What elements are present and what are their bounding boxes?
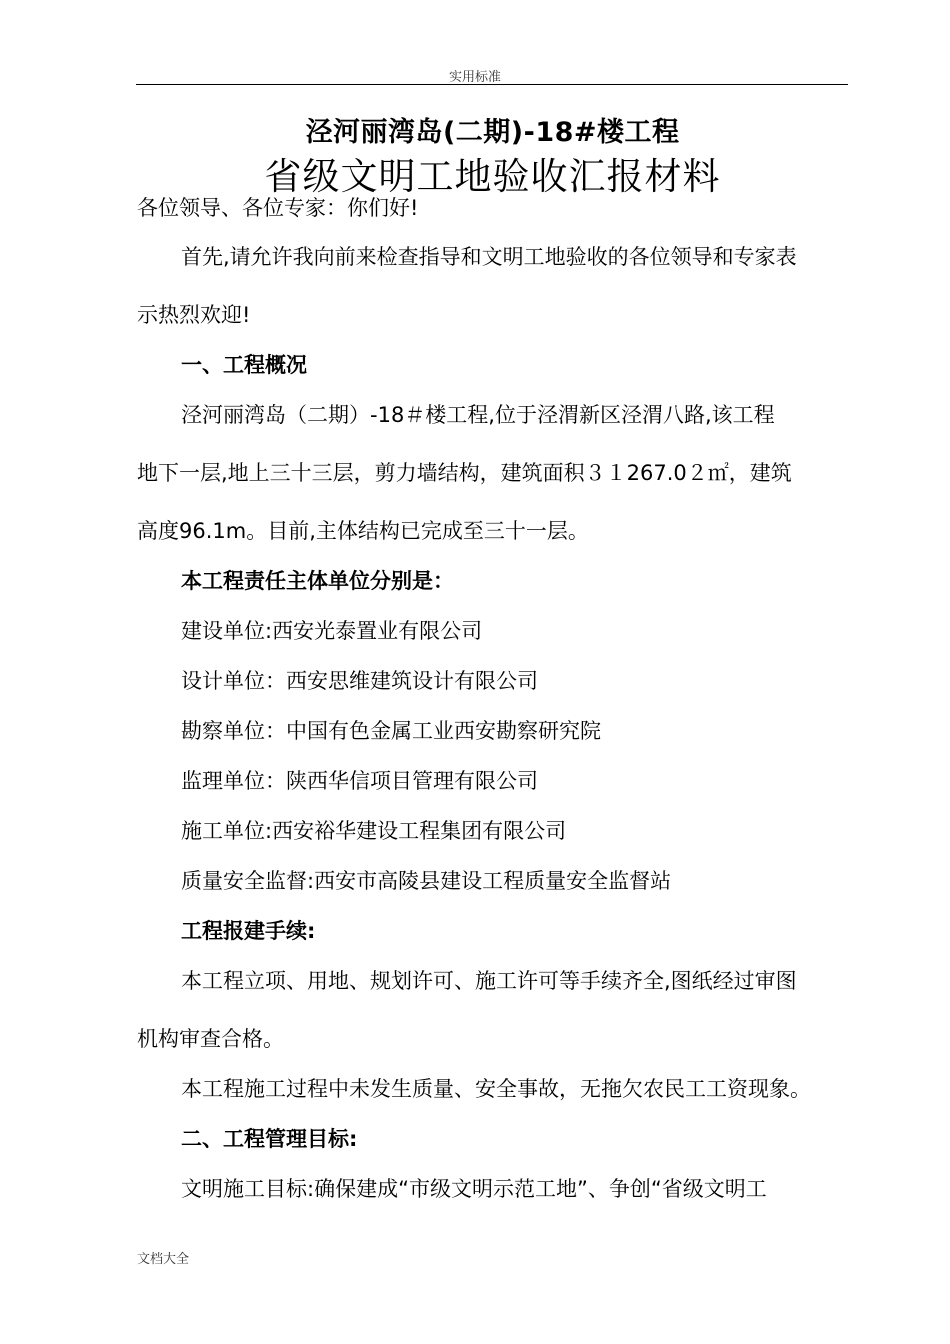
procedures-line-1: 本工程立项、用地、规划许可、施工许可等手续齐全,图纸经过审图 <box>181 969 797 993</box>
document-title-line-1: 泾河丽湾岛(二期)-18#楼工程 <box>305 117 680 148</box>
overview-line-1: 泾河丽湾岛（二期）-18＃楼工程,位于泾渭新区泾渭八路,该工程 <box>181 403 775 427</box>
section-2-heading: 二、工程管理目标: <box>181 1127 358 1151</box>
header-text: 实用标准 <box>448 70 501 85</box>
procedures-line-2: 机构审查合格。 <box>137 1027 284 1051</box>
unit-item: 监理单位：陕西华信项目管理有限公司 <box>181 769 538 793</box>
intro-line-1: 首先,请允许我向前来检查指导和文明工地验收的各位领导和专家表 <box>181 245 797 269</box>
overview-line-2: 地下一层,地上三十三层，剪力墙结构，建筑面积３１267.0２㎡，建筑 <box>137 461 792 485</box>
section-1-heading: 一、工程概况 <box>181 353 307 377</box>
unit-item: 施工单位:西安裕华建设工程集团有限公司 <box>181 819 567 843</box>
unit-item: 建设单位:西安光泰置业有限公司 <box>181 619 483 643</box>
intro-line-2: 示热烈欢迎! <box>137 303 251 327</box>
unit-item: 设计单位：西安思维建筑设计有限公司 <box>181 669 538 693</box>
page-footer: 文档大全 <box>137 1252 190 1267</box>
procedures-heading: 工程报建手续: <box>181 919 316 943</box>
greeting: 各位领导、各位专家：你们好! <box>137 196 419 220</box>
document-title-line-2: 省级文明工地验收汇报材料 <box>264 155 721 198</box>
unit-item: 质量安全监督:西安市高陵县建设工程质量安全监督站 <box>181 869 672 893</box>
units-heading: 本工程责任主体单位分别是： <box>181 569 454 593</box>
safety-statement: 本工程施工过程中未发生质量、安全事故，无拖欠农民工工资现象。 <box>181 1077 811 1101</box>
goal-line-1: 文明施工目标:确保建成“市级文明示范工地”、争创“省级文明工 <box>181 1177 767 1201</box>
header-divider <box>136 84 848 85</box>
overview-line-3: 高度96.1m。目前,主体结构已完成至三十一层。 <box>137 519 589 543</box>
unit-item: 勘察单位：中国有色金属工业西安勘察研究院 <box>181 719 601 743</box>
